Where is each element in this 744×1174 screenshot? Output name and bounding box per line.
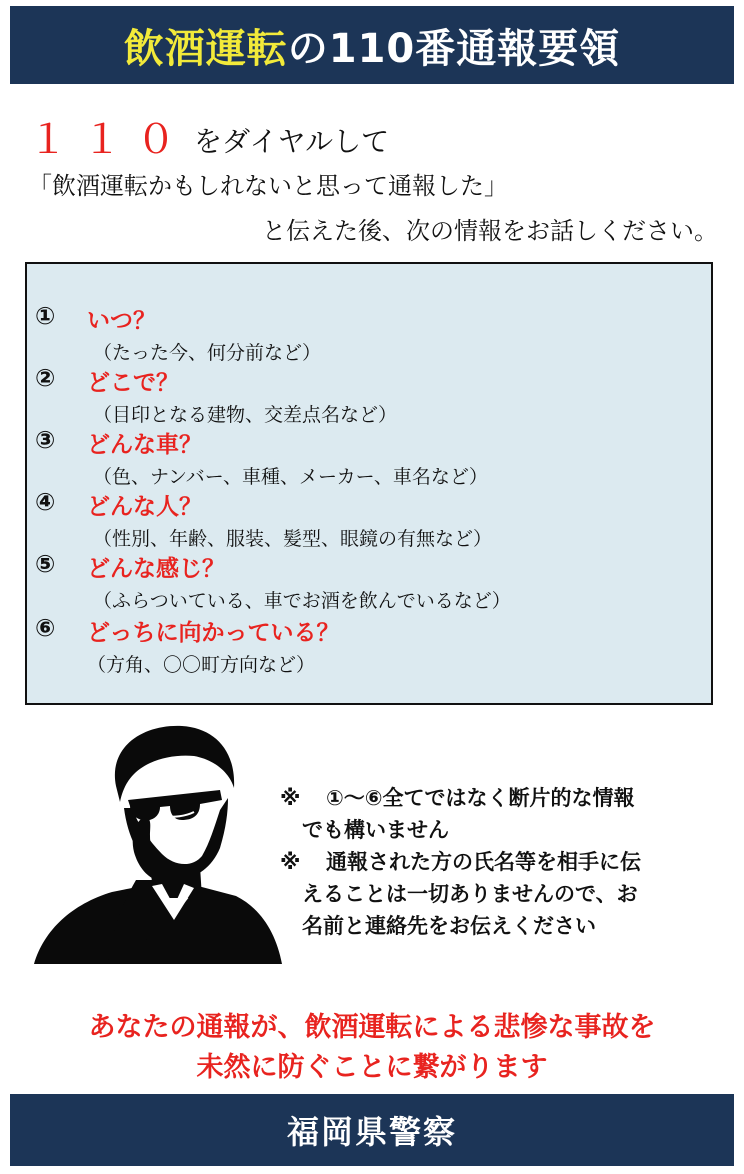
closing-line2: 未然に防ぐことに繋がります [196,1052,548,1083]
note-line: 名前と連絡先をお伝えください [302,914,596,938]
intro-line1 [28,112,718,163]
item-description: （性別、年齢、服装、髪型、眼鏡の有無など） [93,528,493,550]
intro [28,112,718,246]
man-on-phone-silhouette-icon [24,716,284,964]
item-number: ⑥ [35,614,56,642]
note-line: ①～⑥全てではなく断片的な情報 [326,786,635,810]
item-question: いつ？ [87,308,156,334]
item-description: （ふらついている、車でお酒を飲んでいるなど） [93,590,511,612]
note-mark: ※ [280,850,301,874]
note-item [280,782,720,814]
item-description: （方角、〇〇町方向など） [87,654,316,676]
page-footer [10,1094,734,1166]
item-number: ④ [35,488,56,516]
intro-dial-text: をダイヤルして [194,125,390,158]
note-line: でも構いません [302,818,449,842]
notes [280,782,720,942]
closing-message [0,1008,744,1088]
item-question: どっちに向かっている？ [87,620,340,646]
item-number: ② [35,364,56,392]
emergency-number: １１０ [28,117,190,163]
title-highlight: 飲酒運転 [123,25,288,72]
item-question: どんな感じ？ [87,556,225,582]
title-rest: の110番通報要領 [287,25,621,72]
note-mark: ※ [280,786,301,810]
info-checklist-box [25,262,713,705]
item-question: どんな車？ [87,432,202,458]
note-line: えることは一切ありませんので、お [302,882,638,906]
closing-line1: あなたの通報が、飲酒運転による悲惨な事故を [88,1012,656,1043]
item-question: どんな人？ [87,494,202,520]
note-text [326,782,720,814]
item-number: ① [35,302,56,330]
item-description: （目印となる建物、交差点名など） [93,404,398,426]
intro-line2: 「飲酒運転かもしれないと思って通報した」 [28,172,508,200]
item-question: どこで？ [87,370,179,396]
note-line: 通報された方の氏名等を相手に伝 [326,850,641,874]
item-number: ③ [35,426,56,454]
intro-line3: と伝えた後、次の情報をお話しください。 [262,217,718,245]
page-header [10,6,734,84]
note-text [326,846,720,878]
note-item [280,846,720,878]
item-number: ⑤ [35,550,56,578]
item-description: （たった今、何分前など） [93,342,322,364]
item-description: （色、ナンバー、車種、メーカー、車名など） [93,466,488,488]
organization-name: 福岡県警察 [286,1113,457,1151]
